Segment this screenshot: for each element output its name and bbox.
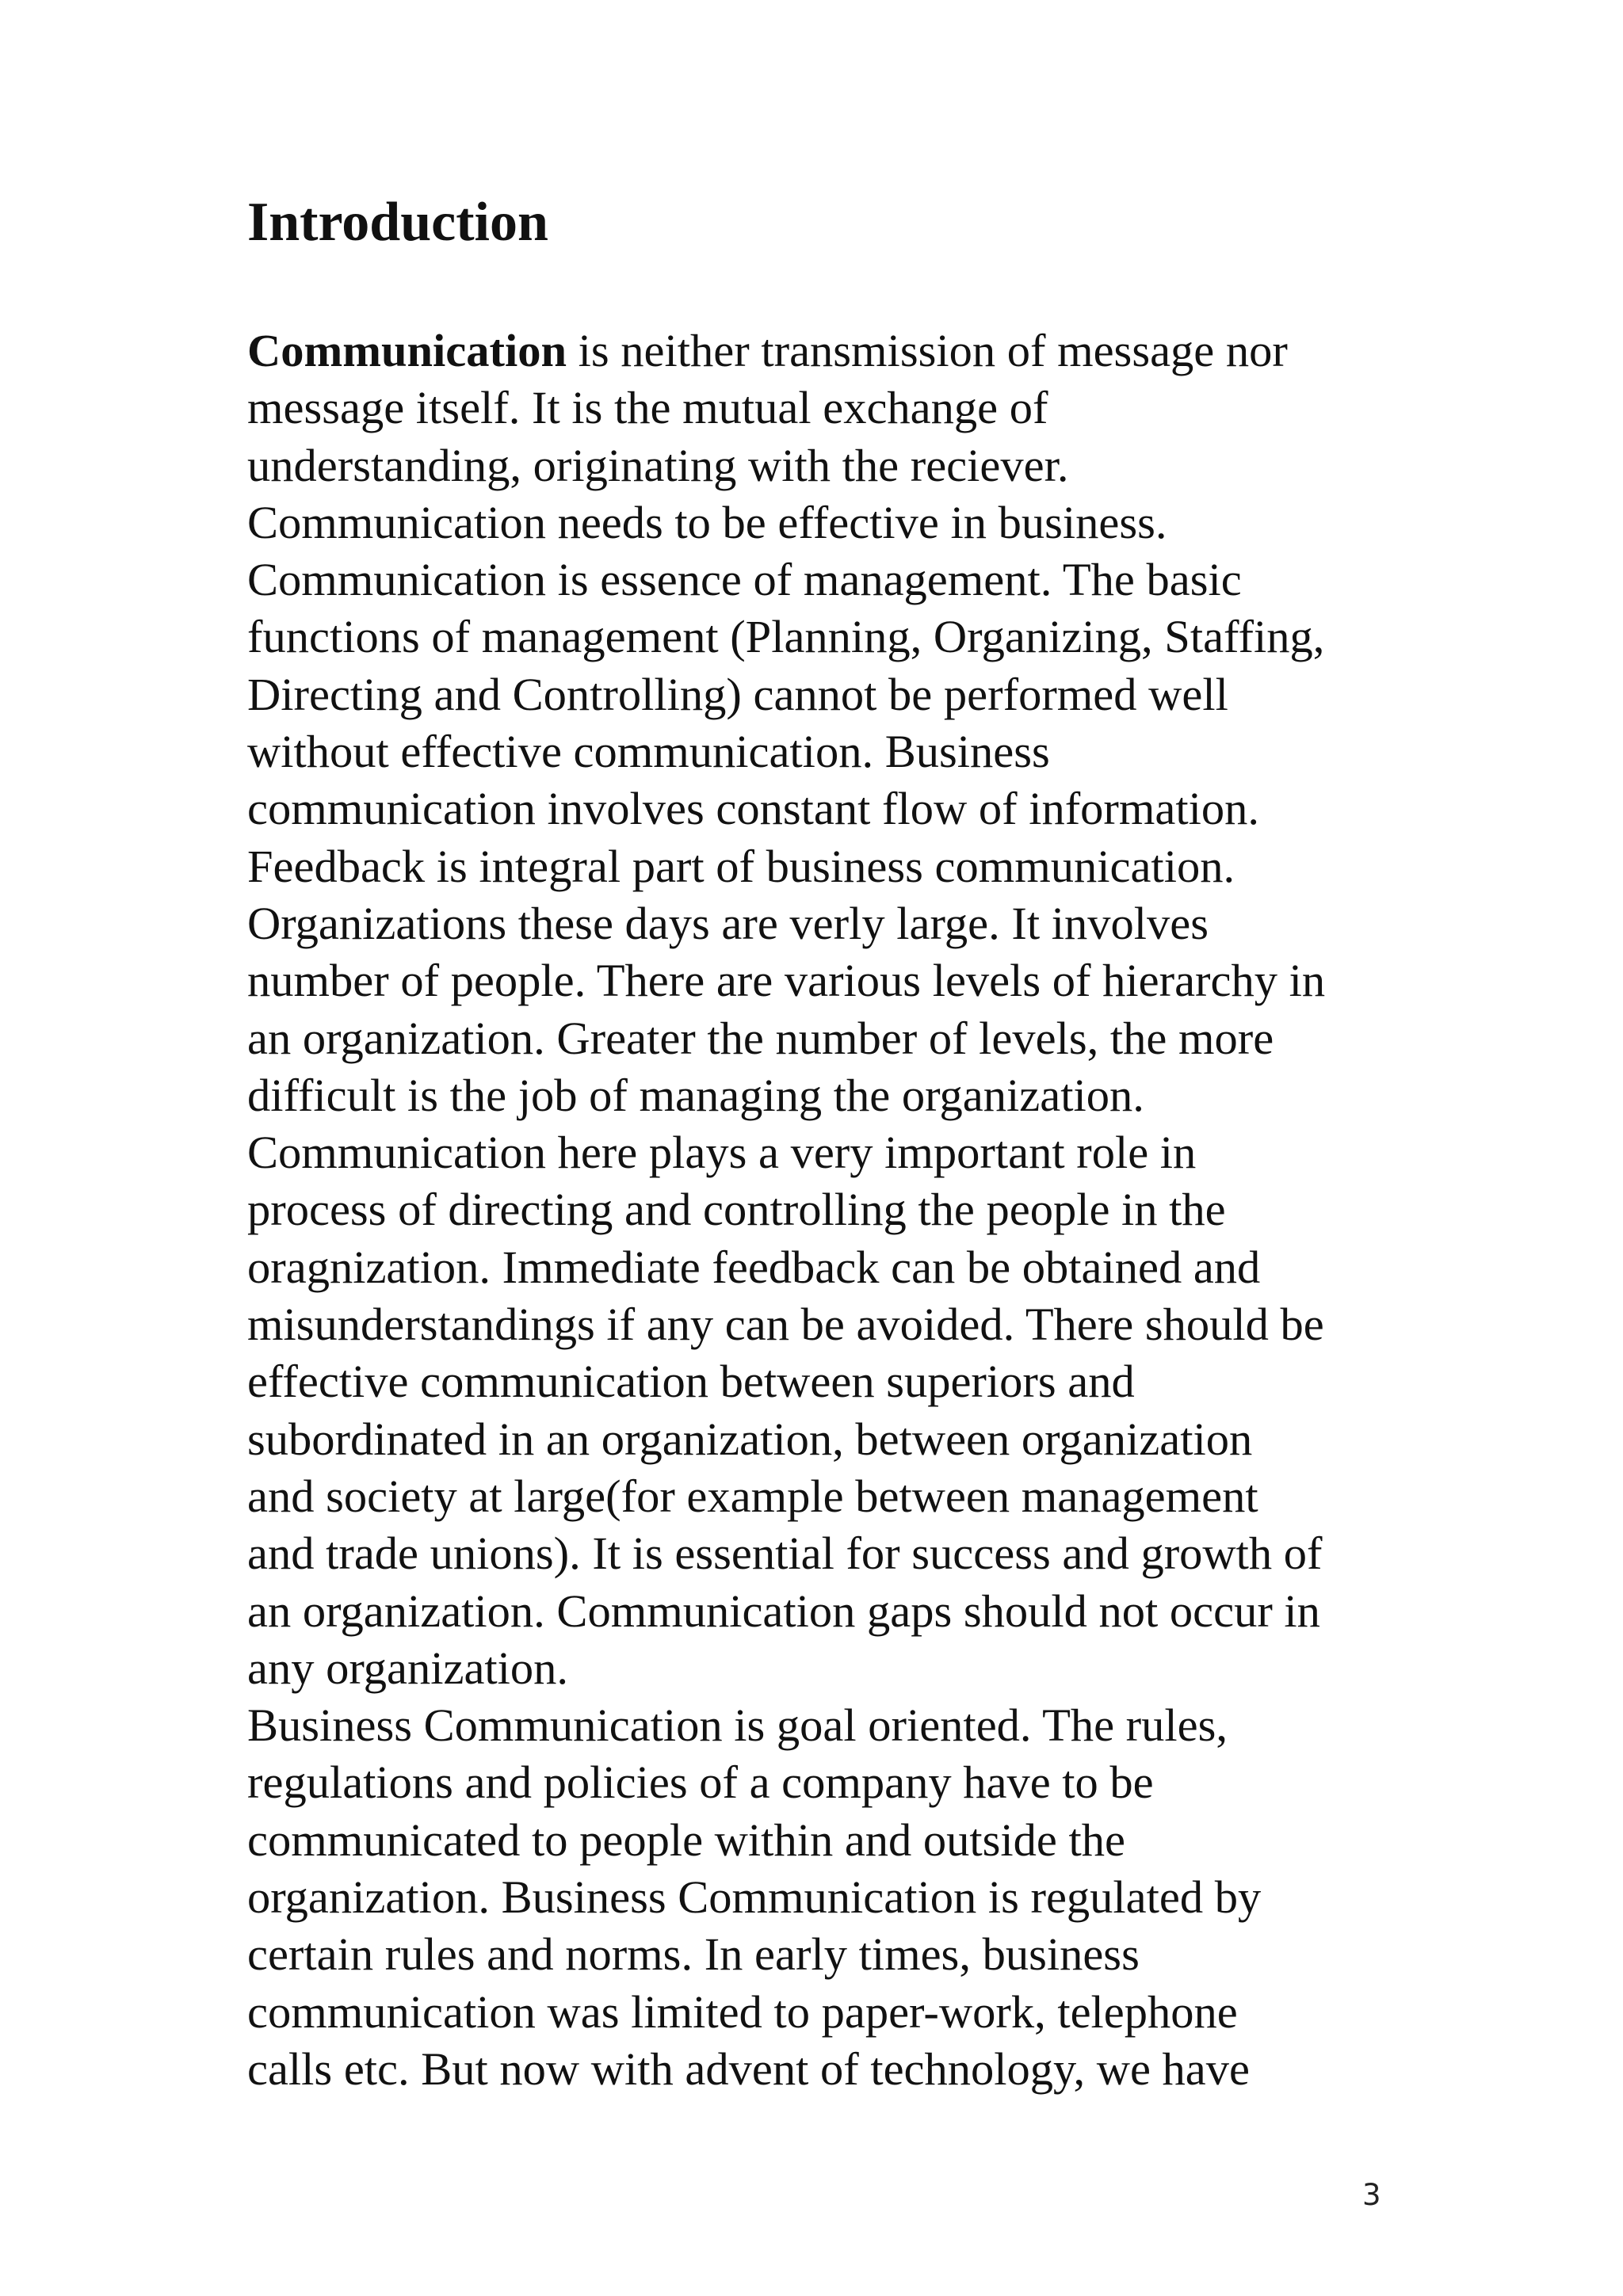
lead-term: Communication xyxy=(247,325,567,376)
body-line: difficult is the job of managing the organization. xyxy=(247,1069,1144,1121)
body-line: certain rules and norms. In early times, business xyxy=(247,1928,1140,1981)
body-line: number of people. There are various levels of hierarchy in xyxy=(247,955,1326,1007)
body-line: Directing and Controlling) cannot be performed well xyxy=(247,668,1228,720)
body-line: and trade unions). It is essential for success and growth of xyxy=(247,1527,1323,1580)
page-heading: Introduction xyxy=(247,192,548,253)
page-number: 3 xyxy=(1362,2178,1381,2212)
body-text xyxy=(247,322,1436,2098)
body-line: any organization. xyxy=(247,1642,569,1694)
body-line: without effective communication. Business xyxy=(247,726,1050,778)
body-line: process of directing and controlling the people in the xyxy=(247,1184,1226,1236)
body-line: Organizations these days are verly large. It involves xyxy=(247,897,1209,949)
body-line: message itself. It is the mutual exchange of xyxy=(247,382,1048,434)
body-line: and society at large(for example between management xyxy=(247,1470,1258,1522)
body-line: Feedback is integral part of business communication. xyxy=(247,840,1235,892)
body-line: an organization. Greater the number of levels, the more xyxy=(247,1012,1274,1064)
body-line: subordinated in an organization, between organization xyxy=(247,1413,1253,1465)
body-line: organization. Business Communication is regulated by xyxy=(247,1871,1262,1924)
body-line: effective communication between superiors and xyxy=(247,1356,1135,1408)
body-line: communication involves constant flow of information. xyxy=(247,783,1260,835)
body-line: regulations and policies of a company have to be xyxy=(247,1756,1154,1809)
body-line: Communication here plays a very important role in xyxy=(247,1127,1197,1179)
body-line-text: is neither transmission of message nor xyxy=(567,325,1288,376)
body-line: an organization. Communication gaps should not occur in xyxy=(247,1585,1320,1637)
body-line: Communication is essence of management. The basic xyxy=(247,554,1242,606)
body-line: misunderstandings if any can be avoided. There should be xyxy=(247,1299,1324,1351)
body-line: oragnization. Immediate feedback can be obtained and xyxy=(247,1241,1261,1293)
body-line: Communication needs to be effective in business. xyxy=(247,496,1167,548)
body-line xyxy=(247,322,1436,379)
body-line: calls etc. But now with advent of technology, we have xyxy=(247,2042,1250,2095)
body-line: communication was limited to paper-work, telephone xyxy=(247,1985,1238,2038)
body-line: functions of management (Planning, Organizing, Staffing, xyxy=(247,611,1325,663)
body-line: understanding, originating with the reciever. xyxy=(247,439,1069,491)
body-line: communicated to people within and outside the xyxy=(247,1814,1125,1866)
body-line: Business Communication is goal oriented. The rules, xyxy=(247,1699,1228,1752)
